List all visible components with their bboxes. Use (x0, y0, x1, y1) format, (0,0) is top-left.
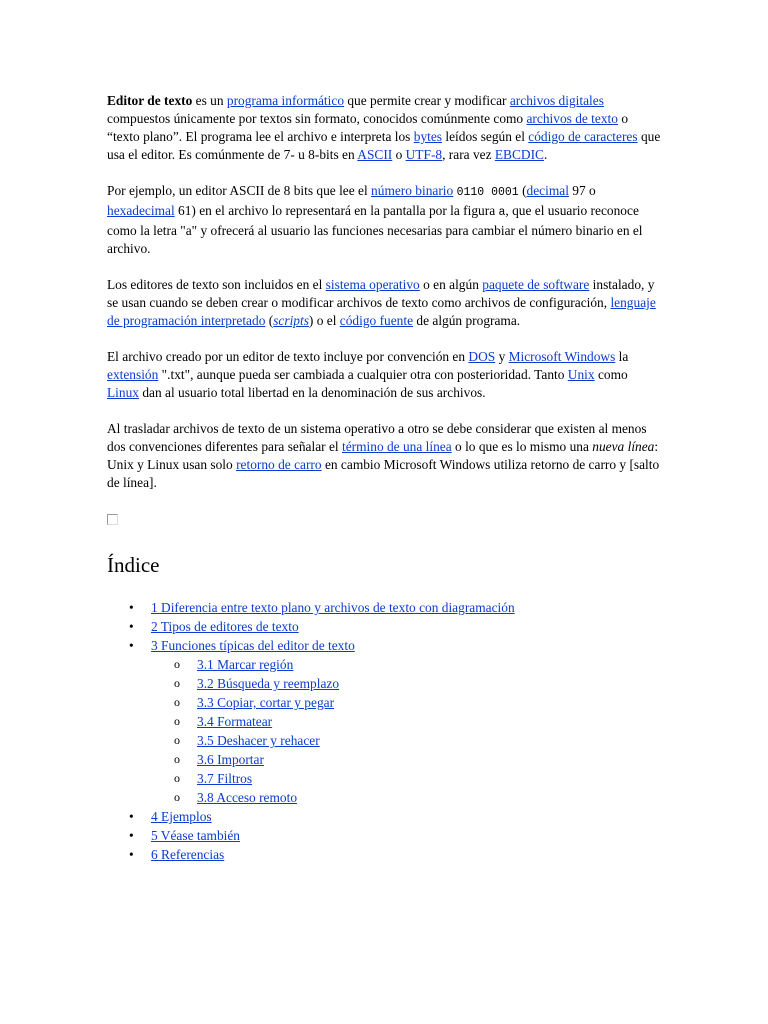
link-programa-informatico[interactable]: programa informático (226, 93, 345, 108)
text: que usa el editor. Es comúnmente de 7- u 8-bits en (107, 129, 661, 162)
text: dan al usuario total libertad en la denominación de sus archivos. (139, 385, 486, 400)
text: como (594, 367, 628, 382)
bold-term: Editor de texto (107, 93, 193, 108)
toc-item (107, 636, 663, 807)
paragraph-intro (107, 92, 663, 164)
toc-link-3-7[interactable]: 3.7 Filtros (197, 771, 253, 786)
code-binary: 0110 0001 (456, 186, 519, 199)
link-bytes[interactable]: bytes (413, 129, 443, 144)
link-termino-de-una-linea[interactable]: término de una línea (341, 439, 452, 454)
toc-link-4[interactable]: 4 Ejemplos (151, 809, 212, 824)
link-hexadecimal[interactable]: hexadecimal (107, 203, 175, 218)
toc-list (107, 598, 663, 864)
text: compuestos únicamente por textos sin formato, conocidos comúnmente como (107, 111, 527, 126)
broken-image-icon (107, 514, 118, 525)
toc-link-3[interactable]: 3 Funciones típicas del editor de texto (151, 638, 355, 653)
toc-link-5[interactable]: 5 Véase también (151, 828, 240, 843)
link-paquete-de-software[interactable]: paquete de software (482, 277, 590, 292)
text: leídos según el (442, 129, 529, 144)
link-numero-binario[interactable]: número binario (371, 183, 454, 198)
toc-item (107, 598, 663, 617)
text: en cambio Microsoft Windows utiliza retorno de carro y [salto de línea]. (107, 457, 660, 490)
toc-link-3-8[interactable]: 3.8 Acceso remoto (197, 790, 298, 805)
toc-item (107, 617, 663, 636)
link-decimal[interactable]: decimal (526, 183, 569, 198)
link-codigo-de-caracteres[interactable]: código de caracteres (528, 129, 638, 144)
text: o “texto plano”. El programa lee el archivo e interpreta los (107, 111, 629, 144)
paragraph-example (107, 182, 663, 258)
link-retorno-de-carro[interactable]: retorno de carro (236, 457, 322, 472)
toc-link-3-4[interactable]: 3.4 Formatear (197, 714, 273, 729)
link-codigo-fuente[interactable]: código fuente (339, 313, 414, 328)
toc-subitem (151, 750, 663, 769)
toc-item (107, 845, 663, 864)
link-extension[interactable]: extensión (107, 367, 159, 382)
toc-link-6[interactable]: 6 Referencias (151, 847, 225, 862)
text: o en algún (419, 277, 483, 292)
link-lenguaje-interpretado[interactable]: lenguaje de programación interpretado (107, 295, 656, 328)
paragraph-newline (107, 420, 663, 492)
text: de algún programa. (413, 313, 521, 328)
toc-subitem (151, 712, 663, 731)
text: Los editores de texto son incluidos en el (107, 277, 326, 292)
toc-subitem (151, 674, 663, 693)
text: El archivo creado por un editor de texto incluye por convención en (107, 349, 469, 364)
toc-link-3-5[interactable]: 3.5 Deshacer y rehacer (197, 733, 320, 748)
link-ebcdic[interactable]: EBCDIC (494, 147, 544, 162)
text: o lo que es lo mismo una (451, 439, 593, 454)
link-sistema-operativo[interactable]: sistema operativo (325, 277, 420, 292)
link-scripts[interactable] (273, 313, 309, 328)
text: ".txt", aunque pueda ser cambiada a cualquier otra con posterioridad. Tanto (158, 367, 568, 382)
link-archivos-digitales[interactable]: archivos digitales (509, 93, 604, 108)
scripts-italic: scripts (273, 313, 309, 328)
toc-subitem (151, 788, 663, 807)
toc-sublist (151, 655, 663, 807)
link-dos[interactable]: DOS (468, 349, 496, 364)
text: Al trasladar archivos de texto de un sistema operativo a otro se debe considerar que existen al menos dos convenciones diferentes para señalar el (107, 421, 647, 454)
text: es un (192, 93, 227, 108)
text: ) o el (308, 313, 340, 328)
paragraph-extension (107, 348, 663, 402)
link-utf8[interactable]: UTF-8 (405, 147, 443, 162)
nueva-linea-italic: nueva línea (592, 439, 655, 454)
link-archivos-de-texto[interactable]: archivos de texto (526, 111, 618, 126)
toc-link-3-2[interactable]: 3.2 Búsqueda y reemplazo (197, 676, 340, 691)
code-glyph: a (498, 206, 506, 219)
link-linux[interactable]: Linux (107, 385, 139, 400)
article-body (107, 92, 663, 864)
text: y (495, 349, 509, 364)
toc-subitem (151, 655, 663, 674)
text: ( (265, 313, 274, 328)
toc-link-3-3[interactable]: 3.3 Copiar, cortar y pegar (197, 695, 335, 710)
text: instalado, y se usan cuando se deben crear o modificar archivos de texto como archivos de configuración, (107, 277, 655, 310)
text: que permite crear y modificar (344, 93, 510, 108)
text: o (392, 147, 406, 162)
text: . (543, 147, 548, 162)
toc-link-3-1[interactable]: 3.1 Marcar región (197, 657, 294, 672)
text: , rara vez (442, 147, 495, 162)
text: ( (518, 183, 527, 198)
link-ascii[interactable]: ASCII (357, 147, 393, 162)
text: , que el usuario reconoce como la letra "a" y ofrecerá al usuario las funciones necesarias para cambiar el número binario en el archivo. (107, 203, 643, 256)
link-microsoft-windows[interactable]: Microsoft Windows (508, 349, 616, 364)
link-unix[interactable]: Unix (567, 367, 595, 382)
toc-link-1[interactable]: 1 Diferencia entre texto plano y archivos de texto con diagramación (151, 600, 515, 615)
toc-subitem (151, 769, 663, 788)
toc-heading: Índice (107, 553, 160, 577)
toc-item (107, 807, 663, 826)
toc-subitem (151, 693, 663, 712)
text: la (615, 349, 629, 364)
toc-link-3-6[interactable]: 3.6 Importar (197, 752, 264, 767)
text: : Unix y Linux usan solo (107, 439, 659, 472)
text: 61) en el archivo lo representará en la pantalla por la figura (174, 203, 499, 218)
paragraph-os (107, 276, 663, 330)
image-placeholder (107, 510, 663, 530)
toc-link-2[interactable]: 2 Tipos de editores de texto (151, 619, 299, 634)
toc-item (107, 826, 663, 845)
toc-subitem (151, 731, 663, 750)
text: Por ejemplo, un editor ASCII de 8 bits que lee el (107, 183, 372, 198)
text: 97 o (568, 183, 596, 198)
